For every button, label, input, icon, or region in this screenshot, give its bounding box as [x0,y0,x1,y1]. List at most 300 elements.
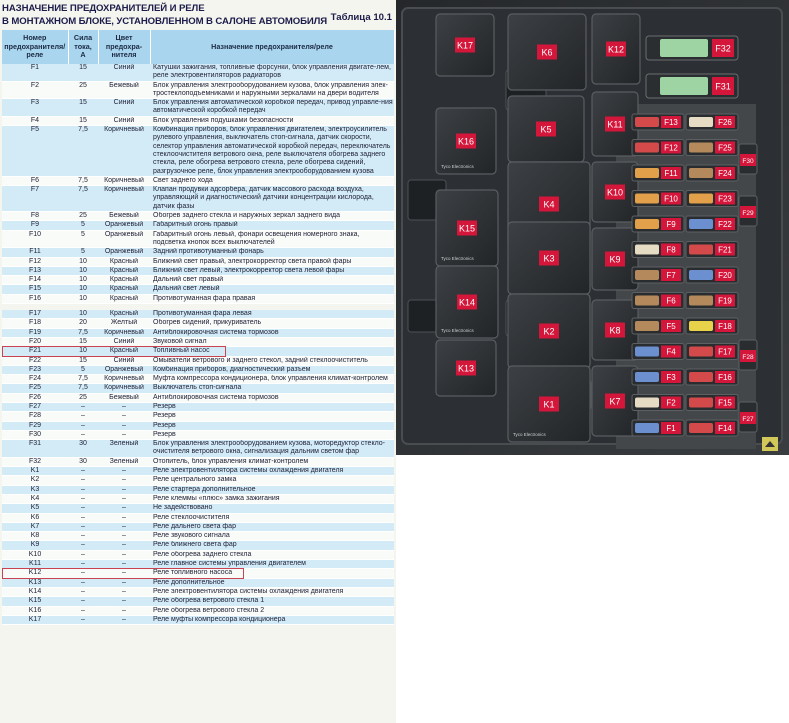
cell-number: F11 [2,248,68,257]
fuse-f29 [739,196,757,226]
cell-color: – [98,467,150,476]
table-row [2,587,394,596]
relay-label: K1 [543,399,555,410]
cell-color: – [98,412,150,421]
fuse-label: F15 [718,398,732,408]
fuse-label: F16 [718,373,732,382]
cell-number: F22 [2,356,68,365]
fuse-label: F17 [718,347,732,357]
cell-color: Бежевый [98,81,150,99]
table-row [2,412,394,421]
cell-number: K8 [2,532,68,541]
cell-color: – [98,597,150,606]
table-row [2,266,394,275]
fuse-label: F26 [718,118,732,127]
cell-purpose: Дальний свет левый [150,285,394,294]
table-row [2,522,394,531]
cell-number: F28 [2,412,68,421]
fuse-label: F7 [666,271,676,280]
cell-color: Синий [98,356,150,365]
cell-color: Красный [98,276,150,285]
cell-purpose: Не задействовано [150,504,394,513]
cell-current: 15 [68,337,98,346]
cell-color: Синий [98,116,150,125]
cell-number: F4 [2,116,68,125]
cell-current: 10 [68,294,98,303]
cell-color: Зеленый [98,440,150,458]
cell-number: F3 [2,99,68,117]
fuse-f12 [632,140,684,156]
fuse-label: F3 [666,373,676,382]
fuse-f15 [686,395,738,411]
cell-number: F32 [2,457,68,466]
cell-current: 15 [68,116,98,125]
cell-purpose: Ближний свет правый, электрокорректор света правой фары [150,257,394,266]
fuse-f24 [686,165,738,181]
cell-purpose: Дальний свет правый [150,276,394,285]
cell-number: F12 [2,257,68,266]
relay-label: K17 [456,40,474,51]
cell-number: K11 [2,560,68,569]
cell-current: – [68,402,98,411]
header-number: Номер предохранителя/ реле [2,30,68,64]
fuse-f8 [632,242,684,258]
fuse-label: F9 [666,220,676,229]
cell-purpose: Реле дальнего света фар [150,522,394,531]
relay-k14 [436,266,498,338]
cell-number: F18 [2,319,68,328]
cell-current: 15 [68,356,98,365]
cell-color: Красный [98,347,150,356]
cell-purpose: Свет заднего хода [150,176,394,185]
cell-number: F10 [2,230,68,248]
table-row [2,310,394,319]
table-row [2,384,394,393]
cell-number: F23 [2,365,68,374]
cell-purpose: Обогрев сидений, прикуриватель [150,319,394,328]
fuse-f20 [686,267,738,283]
cell-color: Оранжевый [98,248,150,257]
cell-current: – [68,513,98,522]
fuse-f11 [632,165,684,181]
table-row [2,285,394,294]
table-row [2,606,394,615]
fuse-label: F22 [718,220,732,229]
fuse-label: F27 [742,416,754,423]
fuse-f7 [632,267,684,283]
cell-color: – [98,430,150,439]
cell-purpose: Противотуманная фара правая [150,294,394,303]
cell-color: Зеленый [98,457,150,466]
cell-number: K3 [2,485,68,494]
cell-color: – [98,606,150,615]
table-row [2,467,394,476]
cell-current: – [68,522,98,531]
fuse-f17 [686,344,738,360]
cell-color: Коричневый [98,375,150,384]
relay-label: K10 [606,187,624,198]
fuse-f28 [739,340,757,370]
cell-color: – [98,560,150,569]
cell-purpose: Реле топливного насоса [150,569,394,578]
cell-color: Красный [98,266,150,275]
table-row [2,569,394,578]
cell-current: – [68,467,98,476]
cell-current: – [68,532,98,541]
cell-color: Коричневый [98,126,150,177]
cell-color: – [98,485,150,494]
cell-number: K2 [2,476,68,485]
relay-label: K3 [543,253,555,264]
cell-purpose: Реле ближнего света фар [150,541,394,550]
document-header [2,2,394,30]
cell-current: 7,5 [68,375,98,384]
relay-k9 [592,228,638,290]
cell-current: 20 [68,319,98,328]
cell-number: F15 [2,285,68,294]
fuse-label: F2 [666,398,676,408]
cell-current: 25 [68,393,98,402]
relay-label: K5 [540,124,552,135]
table-header-row [2,30,394,64]
cell-current: – [68,569,98,578]
table-row [2,615,394,624]
cell-purpose: Муфта компрессора кондиционера, блок управления климат-контролем [150,375,394,384]
fuse-label: F18 [718,322,732,331]
header-purpose: Назначение предохранителя/реле [150,30,394,64]
table-row [2,248,394,257]
table-row [2,64,394,81]
relay-label: K9 [609,254,621,265]
relay-k2 [508,294,590,368]
cell-current: 10 [68,285,98,294]
cell-number: F25 [2,384,68,393]
relay-label: K16 [457,136,475,147]
cell-current: – [68,430,98,439]
fuse-f2 [632,395,684,411]
cell-color: – [98,615,150,624]
cell-color: Оранжевый [98,365,150,374]
fuse-label: F4 [666,347,676,357]
cell-purpose: Антиблокировочная система тормозов [150,393,394,402]
cell-purpose: Звуковой сигнал [150,337,394,346]
table-row [2,578,394,587]
fuse-f10 [632,191,684,207]
cell-purpose: Реле муфты компрессора кондиционера [150,615,394,624]
cell-current: 10 [68,257,98,266]
fuse-f6 [632,293,684,309]
relay-k16 [436,108,496,174]
fuse-label: F28 [742,354,754,361]
relay-label: K11 [607,119,623,130]
cell-purpose: Реле звукового сигнала [150,532,394,541]
relay-label: K7 [609,396,621,407]
cell-number: K5 [2,504,68,513]
cell-color: Желтый [98,319,150,328]
relay-label: K13 [457,363,475,374]
cell-purpose: Клапан продувки адсорбера, датчик массового расхода воздуха, управляющий и диагностический датчики концентрации кислорода, датчик фазы [150,186,394,212]
cell-current: 7,5 [68,186,98,212]
fuse-f14 [686,420,738,436]
cell-color: – [98,504,150,513]
cell-color: Красный [98,257,150,266]
cell-color: Красный [98,310,150,319]
fuse-label: F10 [664,194,678,204]
cell-current: 15 [68,64,98,81]
cell-current: 30 [68,440,98,458]
cell-current: – [68,615,98,624]
cell-number: F14 [2,276,68,285]
fuse-f21 [686,242,738,258]
cell-color: Красный [98,294,150,303]
cell-purpose: Отопитель, блок управления климат-контролем [150,457,394,466]
table-row [2,513,394,522]
cell-number: F24 [2,375,68,384]
title-line-2: В МОНТАЖНОМ БЛОКЕ, УСТАНОВЛЕННОМ В САЛОНЕ АВТОМОБИЛЯ [2,16,328,27]
table-row [2,375,394,384]
cell-current: – [68,421,98,430]
cell-purpose: Топливный насос [150,347,394,356]
fuse-label: F5 [666,322,676,331]
cell-number: F29 [2,421,68,430]
fuse-label: F13 [664,118,678,127]
cell-number: F17 [2,310,68,319]
table-row [2,421,394,430]
cell-color: – [98,513,150,522]
cell-purpose: Комбинация приборов, блок управления двигателем, электроусилитель рулевого управления, выключатель стоп-сигнала, датчик скорости, селектор управления автоматической коробкой передач, переключатель стеклоочистителя ветрового окна, реле выключателя обогрева заднего стекла, реле обогрева ветрового стекла, реле обогрева сидений, разгрузочное реле, блок управления электрооборудованием кузова [150,126,394,177]
cell-color: – [98,476,150,485]
cell-current: 7,5 [68,328,98,337]
cell-purpose: Габаритный огонь правый [150,221,394,230]
relay-brand: Tyco Electronics [513,432,546,437]
fuse-f13 [632,114,684,130]
relay-label: K15 [458,223,476,234]
relay-label: K8 [609,325,621,336]
cell-color: Синий [98,337,150,346]
relay-k13 [436,340,496,396]
cell-current: 5 [68,365,98,374]
cell-current: – [68,597,98,606]
fuse-label: F23 [718,194,732,204]
cell-purpose: Реле обогрева ветрового стекла 1 [150,597,394,606]
table-row [2,457,394,466]
cell-purpose: Резерв [150,430,394,439]
relay-k10 [592,162,638,222]
cell-purpose: Блок управления подушками безопасности [150,116,394,125]
cell-current: 10 [68,310,98,319]
table-row [2,532,394,541]
fuse-label: F1 [666,424,676,433]
cell-number: K1 [2,467,68,476]
cell-current: – [68,412,98,421]
fuse-label: F25 [718,143,732,153]
cell-current: – [68,476,98,485]
relay-k3 [508,222,590,294]
cell-current: 15 [68,99,98,117]
table-row [2,176,394,185]
relay-k5 [508,96,584,162]
table-row [2,294,394,303]
fuse-relay-table [2,30,395,625]
cell-number: F16 [2,294,68,303]
cell-number: K12 [2,569,68,578]
cell-current: 10 [68,347,98,356]
cell-color: – [98,587,150,596]
relay-k1 [508,366,590,442]
cell-number: K13 [2,578,68,587]
cell-current: – [68,578,98,587]
cell-number: F13 [2,266,68,275]
cell-number: F7 [2,186,68,212]
cell-purpose: Реле стеклоочистителя [150,513,394,522]
relay-k12 [592,14,640,84]
cell-color: Синий [98,99,150,117]
cell-purpose: Реле центрального замка [150,476,394,485]
cell-number: F5 [2,126,68,177]
cell-current: – [68,587,98,596]
table-row [2,257,394,266]
relay-label: K12 [607,44,625,55]
cell-color: Коричневый [98,186,150,212]
cell-purpose: Реле главное системы управления двигателем [150,560,394,569]
cell-purpose: Реле дополнительное [150,578,394,587]
fuse-label: F32 [715,43,731,54]
table-row [2,597,394,606]
cell-purpose: Выключатель стоп-сигнала [150,384,394,393]
relay-label: K14 [458,297,476,308]
cell-color: Коричневый [98,328,150,337]
fuse-box-photo [396,0,789,455]
cell-purpose: Реле обогрева заднего стекла [150,550,394,559]
cell-color: – [98,402,150,411]
table-row [2,347,394,356]
cell-number: F30 [2,430,68,439]
table-row [2,440,394,458]
cell-color: Коричневый [98,176,150,185]
cell-current: 25 [68,212,98,221]
relay-k15 [436,190,498,266]
cell-purpose: Резерв [150,421,394,430]
cell-current: – [68,606,98,615]
table-row [2,81,394,99]
relay-brand: Tyco Electronics [441,256,474,261]
cell-number: K6 [2,513,68,522]
cell-number: F26 [2,393,68,402]
fuse-f4 [632,344,684,360]
table-row [2,550,394,559]
cell-current: 5 [68,230,98,248]
cell-purpose: Блок управления автоматической коробкой передач, привод управле-ния автоматической коробкой передач [150,99,394,117]
cell-current: 30 [68,457,98,466]
table-row [2,365,394,374]
cell-purpose: Реле стартера дополнительное [150,485,394,494]
cell-purpose: Резерв [150,402,394,411]
relay-brand: Tyco Electronics [441,164,474,169]
cell-purpose: Противотуманная фара левая [150,310,394,319]
cell-purpose: Омыватели ветрового и заднего стекол, задний стеклоочиститель [150,356,394,365]
fuse-f32 [646,36,738,60]
cell-current: – [68,485,98,494]
fuse-f5 [632,318,684,334]
relay-brand: Tyco Electronics [441,328,474,333]
cell-purpose: Блок управления электрооборудованием кузова, блок управления элек-тростеклоподъемниками и наружными зеркалами на двери водителя [150,81,394,99]
table-row [2,402,394,411]
table-row [2,328,394,337]
cell-current: 5 [68,221,98,230]
fuse-f27 [739,402,757,432]
cell-color: – [98,550,150,559]
table-row [2,230,394,248]
cell-current: – [68,494,98,503]
header-color: Цвет предохра- нителя [98,30,150,64]
cell-number: F9 [2,221,68,230]
relay-label: K2 [543,326,555,337]
cell-number: F1 [2,64,68,81]
table-row [2,212,394,221]
table-row [2,504,394,513]
cell-current: 10 [68,266,98,275]
cell-color: – [98,569,150,578]
table-row [2,560,394,569]
table-row [2,430,394,439]
cell-number: K9 [2,541,68,550]
cell-current: – [68,504,98,513]
cell-current: 7,5 [68,176,98,185]
fuse-f26 [686,114,738,130]
fuse-f22 [686,216,738,232]
cell-number: K15 [2,597,68,606]
relay-label: K4 [543,199,555,210]
table-row [2,186,394,212]
fuse-label: F8 [666,245,676,255]
fuse-f25 [686,140,738,156]
cell-color: – [98,494,150,503]
fuse-label: F31 [715,81,731,92]
fuse-f31 [646,74,738,98]
cell-purpose: Обогрев заднего стекла и наружных зеркал заднего вида [150,212,394,221]
cell-number: F21 [2,347,68,356]
relay-k11 [592,92,638,156]
cell-color: Оранжевый [98,230,150,248]
cell-color: Коричневый [98,384,150,393]
fuse-label: F29 [742,210,754,217]
fuse-label: F20 [718,271,732,280]
cell-color: Красный [98,285,150,294]
cell-number: K4 [2,494,68,503]
cell-number: K17 [2,615,68,624]
fuse-label: F19 [718,296,732,306]
cell-current: 7,5 [68,126,98,177]
relay-k8 [592,300,638,360]
table-row [2,126,394,177]
header-current: Сила тока, А [68,30,98,64]
latch-icon [762,437,778,451]
cell-purpose: Реле электровентилятора системы охлаждения двигателя [150,467,394,476]
cell-number: F6 [2,176,68,185]
table-row [2,337,394,346]
cell-number: F19 [2,328,68,337]
cell-color: – [98,532,150,541]
cell-color: – [98,578,150,587]
cell-number: K14 [2,587,68,596]
cell-number: F27 [2,402,68,411]
cell-current: 10 [68,276,98,285]
table-row [2,476,394,485]
cell-color: – [98,522,150,531]
fuse-f16 [686,369,738,385]
blank-area [396,455,789,723]
cell-current: – [68,550,98,559]
